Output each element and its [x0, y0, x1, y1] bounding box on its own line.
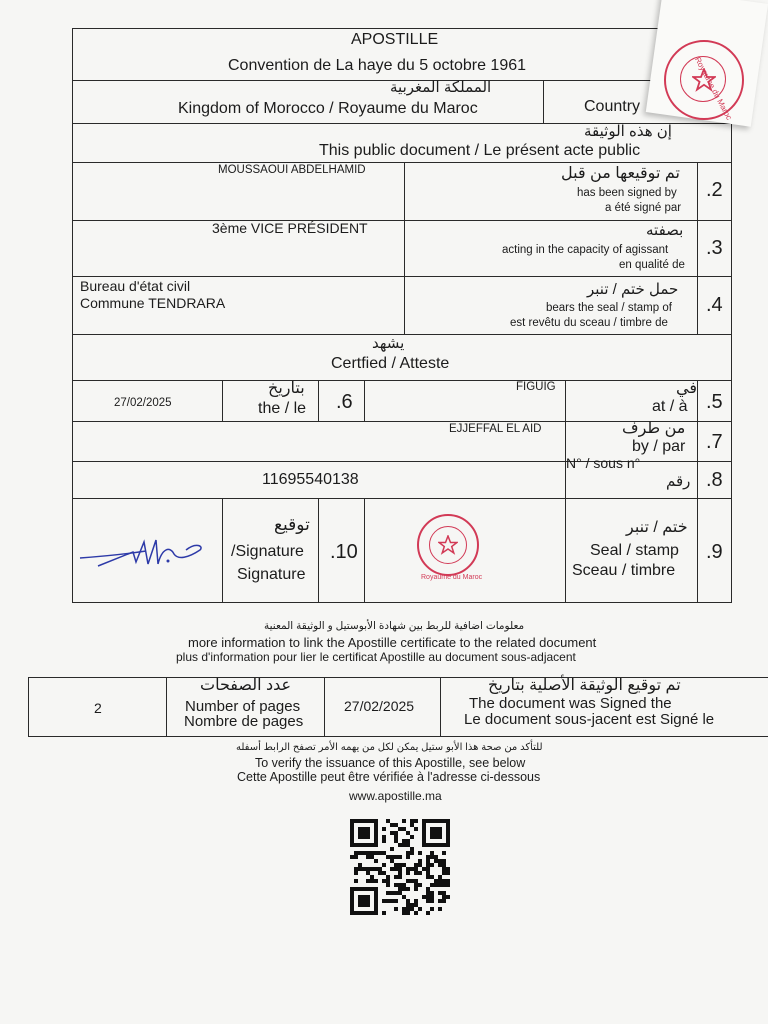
verify-arabic: للتأكد من صحة هذا الأبو ستيل يمكن لكل من يهمه الأمر تصفح الرابط أسفله: [236, 742, 543, 753]
at-label: at / à: [652, 398, 688, 415]
pages-en: Number of pages: [185, 698, 301, 715]
number-arabic: رقم: [666, 473, 691, 490]
star-icon: [438, 535, 458, 555]
more-info-en: more information to link the Apostille certificate to the related document: [188, 635, 597, 650]
verify-en: To verify the issuance of this Apostille, see below: [255, 756, 526, 770]
seal-stamp-text: Royaume du Maroc: [421, 574, 483, 581]
apostille-title: APOSTILLE: [351, 31, 439, 48]
field-number-4: .4: [706, 294, 723, 316]
qr-code[interactable]: [350, 819, 450, 915]
signature-label-1: /Signature: [231, 543, 304, 560]
seal9-label-2: Sceau / timbre: [572, 562, 676, 579]
date-label: the / le: [258, 400, 307, 417]
signed-by-arabic: تم توقيعها من قبل: [561, 165, 680, 182]
signed-by-en: has been signed by: [577, 187, 677, 199]
capacity-arabic: بصفته: [646, 222, 684, 239]
public-doc-text: This public document / Le présent acte public: [319, 142, 641, 159]
signature-arabic: توقيع: [274, 515, 310, 534]
field-number-9: .9: [706, 541, 723, 563]
seal9-label-1: Seal / stamp: [590, 542, 679, 559]
signature-label-2: Signature: [237, 566, 306, 583]
pages-value: 2: [94, 700, 102, 716]
signed-arabic: تم توقيع الوثيقة الأصلية بتاريخ: [488, 677, 681, 694]
official-seal-stamp: [417, 514, 479, 576]
by-arabic: من طرف: [622, 420, 686, 437]
convention-text: Convention de La haye du 5 octobre 1961: [228, 57, 527, 74]
at-value: FIGUIG: [516, 381, 556, 393]
by-label: by / par: [632, 438, 686, 455]
seal-arabic: حمل ختم / تنبر: [587, 281, 679, 298]
field-number-10: .10: [330, 541, 358, 563]
handwritten-signature: [78, 528, 208, 578]
verify-fr: Cette Apostille peut être vérifiée à l'adresse ci-dessous: [237, 770, 541, 784]
certified-text: Certfied / Atteste: [331, 355, 450, 372]
capacity-value: 3ème VICE PRÉSIDENT: [212, 220, 368, 236]
field-number-2: .2: [706, 179, 723, 201]
field-number-7: .7: [706, 431, 723, 453]
seal-fr: est revêtu du sceau / timbre de: [510, 317, 668, 329]
seal9-arabic: ختم / تنبر: [626, 519, 688, 536]
signed-fr: Le document sous-jacent est Signé le: [464, 711, 715, 728]
at-arabic: في: [676, 380, 697, 397]
seal-value-line1: Bureau d'état civil: [80, 278, 191, 294]
signed-by-value: MOUSSAOUI ABDELHAMID: [218, 164, 366, 176]
signed-en: The document was Signed the: [469, 695, 672, 712]
more-info-fr: plus d'information pour lier le certificat Apostille au document sous-adjacent: [176, 650, 576, 664]
capacity-fr: en qualité de: [619, 259, 685, 271]
country-label: Country: [584, 98, 641, 115]
public-doc-arabic: إن هذه الوثيقة: [584, 123, 672, 140]
certified-arabic: يشهد: [372, 335, 405, 352]
signed-by-fr: a été signé par: [605, 202, 682, 214]
by-value: EJJEFFAL EL AID: [449, 423, 542, 435]
number-value: 11695540138: [262, 471, 359, 488]
more-info-arabic: معلومات اضافية للربط بين شهادة الأبوستيل و الوثيقة المعنية: [264, 620, 525, 632]
number-label: N° / sous n°: [566, 455, 641, 471]
date-arabic: بتاريخ: [268, 380, 305, 397]
field-number-8: .8: [706, 469, 723, 491]
kingdom-arabic: المملكة المغربية: [390, 79, 492, 96]
verify-url[interactable]: www.apostille.ma: [349, 789, 442, 803]
corner-stamp-text: Royaume du Maroc: [692, 55, 734, 122]
seal-en: bears the seal / stamp of: [546, 302, 672, 314]
field-number-5: .5: [706, 391, 723, 413]
capacity-en: acting in the capacity of agissant: [502, 244, 669, 256]
pages-fr: Nombre de pages: [184, 713, 304, 730]
date-value: 27/02/2025: [114, 397, 172, 409]
signed-date-value: 27/02/2025: [344, 698, 415, 714]
field-number-6: .6: [336, 391, 353, 413]
pages-arabic: عدد الصفحات: [200, 677, 292, 694]
kingdom-text: Kingdom of Morocco / Royaume du Maroc: [178, 100, 478, 117]
field-number-3: .3: [706, 237, 723, 259]
seal-value-line2: Commune TENDRARA: [80, 295, 226, 311]
